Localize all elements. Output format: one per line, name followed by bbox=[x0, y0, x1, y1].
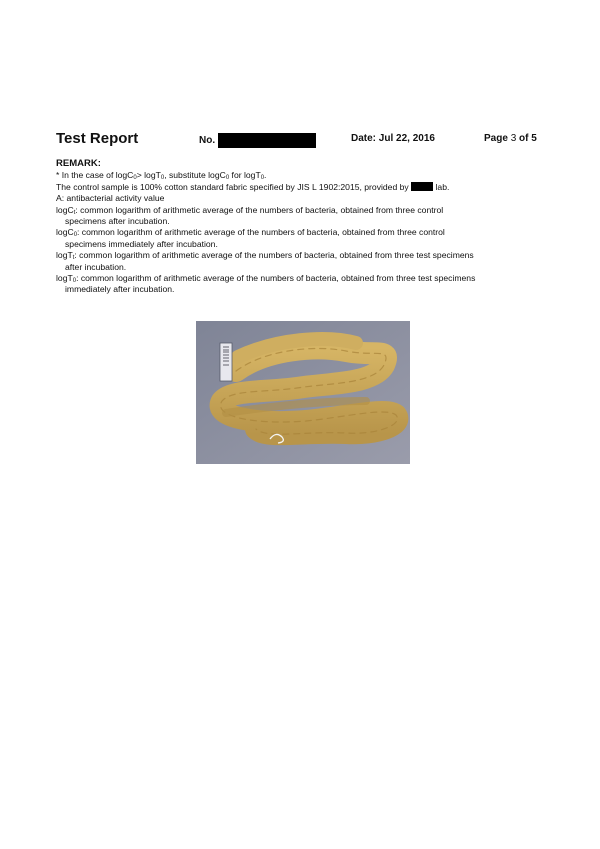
definition-log-ct-cont: specimens after incubation. bbox=[65, 216, 170, 227]
page-label: Page bbox=[484, 133, 508, 144]
def-c0-text: : common logarithm of arithmetic average of the numbers of bacteria, obtained from three control bbox=[77, 227, 445, 238]
sub-t: t bbox=[72, 255, 75, 262]
definition-log-t0-cont: immediately after incubation. bbox=[65, 284, 175, 295]
definition-log-tt bbox=[56, 250, 556, 261]
log-t: logT bbox=[56, 273, 73, 284]
sub-0: 0 bbox=[260, 175, 265, 182]
def-t0-text: : common logarithm of arithmetic average of the numbers of bacteria, obtained from three test specimens bbox=[76, 273, 476, 284]
def-tt-text: : common logarithm of arithmetic average of the numbers of bacteria, obtained from three test specimens bbox=[74, 250, 474, 261]
note-text-b: > logT bbox=[136, 170, 161, 181]
report-header bbox=[56, 128, 546, 150]
definition-log-c0-cont: specimens immediately after incubation. bbox=[65, 238, 218, 249]
report-number bbox=[199, 133, 316, 148]
definition-log-t0 bbox=[56, 273, 556, 284]
page-total: 5 bbox=[531, 133, 537, 144]
definition-log-tt-cont: after incubation. bbox=[65, 261, 127, 272]
report-number-label: No. bbox=[199, 135, 216, 146]
page-of: of bbox=[519, 133, 529, 144]
control-text-b: lab. bbox=[435, 181, 450, 192]
page-indicator bbox=[484, 133, 537, 144]
report-title: Test Report bbox=[56, 130, 139, 147]
sample-label-tag bbox=[220, 343, 232, 381]
fabric-sample-illustration bbox=[196, 321, 410, 464]
sub-0: 0 bbox=[73, 232, 78, 239]
definition-log-c0 bbox=[56, 227, 556, 238]
note-text-c: , substitute logC bbox=[164, 170, 226, 181]
report-date: Date: Jul 22, 2016 bbox=[351, 133, 435, 144]
redacted-report-number bbox=[218, 133, 316, 148]
sub-t: t bbox=[73, 209, 76, 216]
remark-heading: REMARK: bbox=[56, 158, 101, 169]
control-sample-line bbox=[56, 182, 556, 193]
def-ct-text: : common logarithm of arithmetic average of the numbers of bacteria, obtained from three control bbox=[75, 204, 444, 215]
note-text-a: * In the case of logC bbox=[56, 170, 134, 181]
redacted-lab-name bbox=[411, 182, 433, 191]
control-text-a: The control sample is 100% cotton standard fabric specified by JIS L 1902:2015, provided by bbox=[56, 181, 409, 192]
log-c: logC bbox=[56, 204, 74, 215]
sub-0: 0 bbox=[225, 175, 230, 182]
sub-0: 0 bbox=[160, 175, 165, 182]
log-t: logT bbox=[56, 250, 73, 261]
definition-a: A: antibacterial activity value bbox=[56, 193, 165, 204]
definition-log-ct bbox=[56, 205, 556, 216]
remarks-section bbox=[56, 158, 556, 296]
sub-0: 0 bbox=[133, 175, 137, 182]
remark-note bbox=[56, 170, 556, 181]
page-current: 3 bbox=[510, 133, 517, 144]
fabric-sample-photo bbox=[196, 321, 410, 464]
note-text-d: for logT bbox=[229, 170, 261, 181]
fabric-loop bbox=[221, 339, 398, 434]
log-c: logC bbox=[56, 227, 74, 238]
sub-0: 0 bbox=[72, 278, 77, 285]
note-text-e: . bbox=[264, 170, 267, 181]
